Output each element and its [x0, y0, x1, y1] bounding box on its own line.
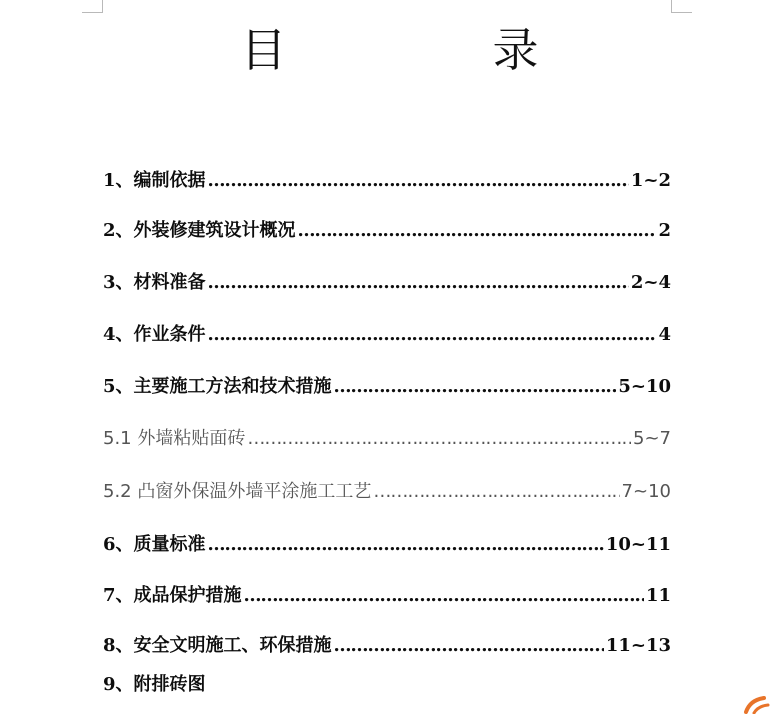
toc-entry-label: 2、外装修建筑设计概况: [103, 220, 296, 241]
toc-dot-leader: [244, 585, 644, 606]
toc-dot-leader: [334, 376, 617, 397]
toc-dot-leader: [208, 534, 604, 555]
toc-entry-label: 6、质量标准: [103, 534, 206, 555]
toc-entry-label: 5.2 凸窗外保温外墙平涂施工工艺: [103, 481, 372, 502]
toc-dot-leader: [373, 481, 619, 502]
toc-entry-2[interactable]: [103, 216, 671, 244]
toc-entry-8[interactable]: [103, 631, 671, 659]
toc-entry-5-2[interactable]: [103, 477, 671, 505]
toc-entry-label: 3、材料准备: [103, 272, 206, 293]
toc-entry-page: 10~11: [605, 534, 671, 555]
page-corner-mark-left: [82, 0, 103, 13]
toc-entry-9[interactable]: [103, 670, 206, 698]
toc-entry-label: 8、安全文明施工、环保措施: [103, 635, 332, 656]
toc-entry-7[interactable]: [103, 581, 671, 609]
toc-entry-4[interactable]: [103, 320, 671, 348]
toc-entry-page: 2: [658, 220, 671, 241]
toc-entry-page: 4: [658, 324, 671, 345]
toc-dot-leader: [208, 170, 629, 191]
page-corner-mark-right: [671, 0, 692, 13]
toc-entry-label: 4、作业条件: [103, 324, 206, 345]
toc-entry-label: 9、附排砖图: [103, 674, 206, 695]
toc-entry-page: 11: [645, 585, 671, 606]
toc-dot-leader: [298, 220, 657, 241]
toc-dot-leader: [208, 324, 657, 345]
toc-dot-leader: [208, 272, 629, 293]
toc-title: 目 录: [240, 23, 619, 77]
toc-entry-page: 7~10: [621, 481, 671, 502]
toc-entry-page: 5~7: [633, 428, 671, 449]
toc-entry-page: 11~13: [605, 635, 671, 656]
toc-entry-3[interactable]: [103, 268, 671, 296]
toc-entry-page: 2~4: [630, 272, 671, 293]
toc-dot-leader: [247, 428, 631, 449]
toc-entry-page: 1~2: [630, 170, 671, 191]
toc-entry-5-1[interactable]: [103, 424, 671, 452]
toc-entry-page: 5~10: [618, 376, 671, 397]
toc-entry-5[interactable]: [103, 372, 671, 400]
toc-entry-1[interactable]: [103, 166, 671, 194]
toc-entry-6[interactable]: [103, 530, 671, 558]
watermark-fragment-icon: [740, 694, 770, 714]
toc-entry-label: 7、成品保护措施: [103, 585, 242, 606]
toc-entry-label: 5.1 外墙粘贴面砖: [103, 428, 246, 449]
toc-dot-leader: [334, 635, 604, 656]
toc-entry-label: 5、主要施工方法和技术措施: [103, 376, 332, 397]
toc-entry-label: 1、编制依据: [103, 170, 206, 191]
